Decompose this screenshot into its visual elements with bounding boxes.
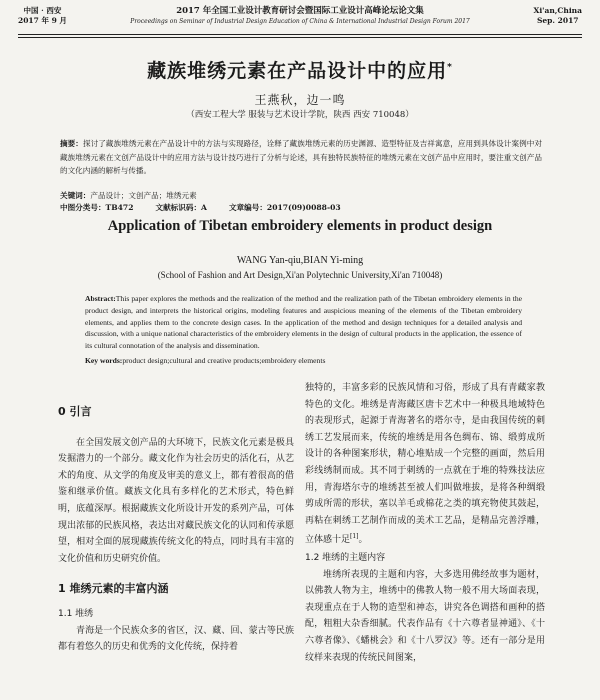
abstract-en [85, 293, 522, 352]
section-1-2-heading: 1.2 堆绣的主题内容 [305, 552, 386, 563]
document-code: 文献标识码：A [155, 203, 207, 212]
paper-title-cn [0, 56, 600, 83]
header-location-en: Xi'an,China [533, 6, 582, 15]
body-column-right [305, 380, 545, 666]
header-left [18, 6, 67, 26]
article-meta-cn [60, 190, 542, 214]
keywords-en-label: Key words: [85, 356, 123, 365]
keywords-cn [60, 190, 542, 201]
authors-cn: 王燕秋，边一鸣 [254, 93, 346, 107]
affiliation-cn: （西安工程大学 服装与艺术设计学院，陕西 西安 710048） [186, 110, 414, 120]
paper-title-en: Application of Tibetan embroidery elements in product design [107, 218, 493, 234]
proceedings-title-en: Proceedings on Seminar of Industrial Design Education of China & International Industrial Design Forum 2017 [130, 18, 470, 25]
right-paragraph-1-text: 独特的，丰富多彩的民族风情和习俗，形成了具有青藏家教特色的文化。堆绣是青海藏区唐卡艺术中一种极具地域特色的表现形式，起源于青海著名的塔尔寺，是由我国传统的刺绣工艺发展而来，传统的堆绣是用各色绸布、锦、缎剪成所设计的各种图案形状，精心堆贴成一个完整的画面，然后用彩线绣制而成。其不同于刺绣的一点就在于堆的特殊技法应用，青海塔尔寺的堆绣甚至被人们叫做堆拔，是将各种绸缎剪成所需的形状，塞以羊毛或棉花之类的填充物使其鼓起，再粘在刺绣工艺制作而成的美术工艺品，是精品完善浮雕，立体感十足 [305, 383, 545, 546]
right-paragraph-1 [305, 380, 545, 549]
clc-number: 中图分类号：TB472 [60, 203, 134, 212]
abstract-en-text: This paper explores the methods and the realization of the method and the realization path of the Tibetan embroidery elements in the product design, and interprets the historical origins, modeling features and auspicious meaning of the elements of the Tibetan embroidery elements, and applies them to the concrete design cases. In the application of the method and design techniques for a detailed analysis and discussion, with a unique national characteristics of the embroidery elements in the design of cultural products in the application, the essence of its cultural connotation of the analysis and dissemination. [85, 294, 522, 351]
keywords-cn-label: 关键词： [60, 191, 91, 200]
keywords-en [85, 356, 522, 365]
right-paragraph-1-end: 。 [358, 535, 368, 546]
section-1-2-paragraph: 堆绣所表现的主题和内容，大多选用佛经故事为题材，以佛教人物为主，堆绣中的佛教人物一般不用大场面表现，表现重点在于人物的造型和神态，讲究各色调搭和画种的搭配，粗粗大杂香细腻。代表作品有《十六尊者显神通》、《十六尊者像》、《蟠桃会》和《十八罗汉》等。还有一部分是用纹样来表现的传统民间图案， [305, 569, 545, 663]
article-number: 文章编号：2017(09)0088-03 [228, 203, 341, 212]
affiliation-en: (School of Fashion and Art Design,Xi'an Polytechnic University,Xi'an 710048) [157, 270, 443, 280]
abstract-cn-text: 探讨了藏族堆绣元素在产品设计中的方法与实现路径，诠释了藏族堆绣元素的历史渊源、造型特征及吉祥寓意，应用到具体设计案例中对藏族堆绣元素在文创产品设计中的应用方法与设计技巧进行了分析与论述，具有独特民族特征的堆绣元素在文创产品中应用时，要注重文创产品的文化内涵的解析与传播。 [60, 139, 543, 175]
abstract-en-label: Abstract: [85, 294, 116, 303]
header-date-en: Sep. 2017 [536, 16, 579, 25]
header-date: 2017 年 9 月 [18, 16, 67, 25]
abstract-cn-label: 摘要： [60, 139, 83, 148]
section-1-heading: 1 堆绣元素的丰富内涵 [58, 582, 169, 596]
abstract-cn [60, 137, 542, 178]
keywords-en-text: product design;cultural and creative products;embroidery elements [122, 356, 326, 365]
citation-ref-1: [1] [350, 533, 359, 541]
classification-row [60, 202, 542, 213]
section-0-heading: 0 引言 [58, 405, 92, 418]
proceedings-title-cn: 2017 年全国工业设计教育研讨会暨国际工业设计高峰论坛论文集 [176, 6, 424, 16]
section-1-1-paragraph: 青海是一个民族众多的省区，汉、藏、回、蒙古等民族都有着悠久的历史和优秀的文化传统，保持着 [58, 625, 294, 653]
running-header [18, 6, 582, 32]
header-rule-top [18, 34, 582, 35]
section-0-paragraph: 在全国发展文创产品的大环境下，民族文化元素是极具发掘潜力的一个部分。藏文化作为社会历史的活化石，从艺术的角度、从文学的角度及审美的意义上，都有着很高的借鉴和继承价值。藏族文化具有多样化的艺术形式，特色鲜明，底蕴深厚。根据藏族文化所设计开发的系列产品，可体现出浓郁的民族风格，表达出对藏民族文化的认同和传承愿望，相对全面的展现藏族传统文化的特点，同时具有丰富的文化价值和历史研究价值。 [58, 437, 294, 564]
header-right [534, 6, 582, 26]
authors-en: WANG Yan-qiu,BIAN Yi-ming [236, 255, 364, 266]
title-cn-text: 藏族堆绣元素在产品设计中的应用 [147, 60, 448, 82]
body-column-left [58, 380, 294, 656]
keywords-cn-text: 产品设计；文创产品；堆绣元素 [90, 191, 197, 200]
header-center [98, 6, 502, 26]
header-rule-bottom [18, 37, 582, 38]
title-footnote-mark: * [447, 62, 453, 73]
section-1-1-heading: 1.1 堆绣 [58, 608, 94, 619]
header-location: 中国 · 西安 [23, 6, 62, 15]
